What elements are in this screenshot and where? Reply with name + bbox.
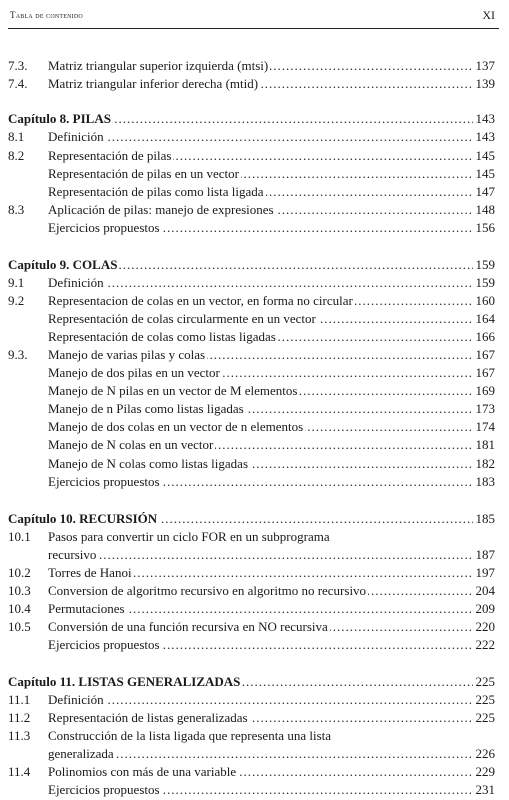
section-title: generalizada	[48, 746, 114, 761]
page-ref: 148	[473, 202, 496, 217]
section-title: Manejo de N pilas en un vector de M elementos	[48, 383, 298, 398]
toc-entry	[8, 418, 495, 436]
toc-entry	[8, 709, 495, 727]
chapter-title: Capítulo 11. LISTAS GENERALIZADAS	[8, 674, 241, 689]
toc-entry	[8, 582, 495, 600]
page-ref: 145	[473, 166, 496, 181]
toc-entry-number: 11.4	[8, 764, 31, 779]
toc-entry	[8, 528, 495, 546]
section-title: recursivo	[48, 547, 97, 562]
toc-entry	[8, 183, 495, 201]
toc-entry-number: 9.3.	[8, 347, 28, 362]
page-ref: 174	[473, 419, 496, 434]
section-title: Definición	[48, 692, 104, 707]
toc-entry	[8, 147, 495, 165]
toc-chapter-entry	[8, 673, 495, 691]
toc-entry	[8, 636, 495, 654]
section-title: Matriz triangular superior izquierda (mtsi)	[48, 58, 269, 73]
page-ref: 143	[473, 111, 496, 126]
section-title: Manejo de dos pilas en un vector	[48, 365, 220, 380]
page-ref: 187	[473, 547, 496, 562]
section-title: Ejercicios propuestos	[48, 637, 160, 652]
page-ref	[492, 728, 495, 743]
toc-entry	[8, 781, 495, 799]
page-ref: 160	[473, 293, 496, 308]
dot-leader	[48, 691, 473, 709]
toc-entry-number: 10.5	[8, 619, 31, 634]
toc-chapter-entry	[8, 256, 495, 274]
page-ref: 226	[473, 746, 496, 761]
toc-entry	[8, 310, 495, 328]
page-ref: 209	[473, 601, 496, 616]
toc-entry-number: 7.4.	[8, 76, 28, 91]
toc-entry-number: 10.3	[8, 583, 31, 598]
page-ref: 225	[473, 674, 496, 689]
toc-entry	[8, 745, 495, 763]
page-ref: 197	[473, 565, 496, 580]
chapter-title: Capítulo 10. RECURSIÓN	[8, 511, 158, 526]
page-ref: 139	[473, 76, 496, 91]
toc-entry	[8, 455, 495, 473]
toc-entry	[8, 600, 495, 618]
toc-entry	[8, 564, 495, 582]
toc-entry	[8, 691, 495, 709]
header-rule	[8, 28, 499, 29]
page-ref: 169	[473, 383, 496, 398]
section-title: Ejercicios propuestos	[48, 782, 160, 797]
page-ref: 137	[473, 58, 496, 73]
section-title: Matriz triangular inferior derecha (mtid)	[48, 76, 259, 91]
page-ref: 166	[473, 329, 496, 344]
page-ref: 222	[473, 637, 496, 652]
page-ref: 147	[473, 184, 496, 199]
toc-chapter-entry	[8, 510, 495, 528]
dot-leader	[48, 128, 473, 146]
toc-entry-number: 8.1	[8, 129, 25, 144]
toc-entry-number: 10.2	[8, 565, 31, 580]
toc-entry	[8, 57, 495, 75]
page-ref: 167	[473, 365, 496, 380]
toc-entry-number: 8.2	[8, 148, 25, 163]
toc-entry-number: 9.1	[8, 275, 25, 290]
section-title: Manejo de n Pilas como listas ligadas	[48, 401, 244, 416]
running-header-title: Tabla de contenido	[10, 10, 83, 20]
page-number: XI	[482, 8, 495, 22]
page-ref: 182	[473, 456, 496, 471]
section-title: Ejercicios propuestos	[48, 220, 160, 235]
chapter-title: Capítulo 9. COLAS	[8, 257, 118, 272]
toc-entry	[8, 75, 495, 93]
section-title: Manejo de dos colas en un vector de n elementos	[48, 419, 304, 434]
section-title: Aplicación de pilas: manejo de expresiones	[48, 202, 274, 217]
page-ref: 183	[473, 474, 496, 489]
page-ref: 185	[473, 511, 496, 526]
toc-entry-number: 11.1	[8, 692, 31, 707]
toc-entry	[8, 400, 495, 418]
section-title: Representación de colas circularmente en un vector	[48, 311, 316, 326]
toc-entry	[8, 292, 495, 310]
toc-entry	[8, 436, 495, 454]
toc-entry	[8, 473, 495, 491]
toc-entry	[8, 618, 495, 636]
section-title: Polinomios con más de una variable	[48, 764, 237, 779]
section-title: Torres de Hanoi	[48, 565, 132, 580]
toc-entry	[8, 763, 495, 781]
chapter-title: Capítulo 8. PILAS	[8, 111, 111, 126]
toc-entry	[8, 328, 495, 346]
page-ref: 143	[473, 129, 496, 144]
section-title: Manejo de varias pilas y colas	[48, 347, 206, 362]
toc-entry	[8, 364, 495, 382]
toc-entry	[8, 128, 495, 146]
section-title: Representación de colas como listas ligadas	[48, 329, 276, 344]
section-title: Conversion de algoritmo recursivo en algoritmo no recursivo	[48, 583, 367, 598]
toc-entry-number: 9.2	[8, 293, 25, 308]
page-ref: 145	[473, 148, 496, 163]
section-title: Pasos para convertir un ciclo FOR en un subprograma	[48, 529, 330, 544]
toc-entry-number: 10.4	[8, 601, 31, 616]
toc-entry	[8, 546, 495, 564]
section-title: Representación de listas generalizadas	[48, 710, 248, 725]
page-ref: 220	[473, 619, 496, 634]
toc-entry	[8, 346, 495, 364]
toc-entry	[8, 219, 495, 237]
dot-leader	[48, 546, 473, 564]
toc-entry	[8, 201, 495, 219]
page-ref: 231	[473, 782, 496, 797]
toc-entry	[8, 727, 495, 745]
page-ref: 159	[473, 257, 496, 272]
page-ref	[492, 529, 495, 544]
section-title: Representación de pilas en un vector	[48, 166, 239, 181]
toc-chapter-entry	[8, 110, 495, 128]
section-title: Manejo de N colas en un vector	[48, 437, 214, 452]
page-ref: 164	[473, 311, 496, 326]
page-ref: 181	[473, 437, 496, 452]
toc-entry	[8, 165, 495, 183]
page-ref: 225	[473, 710, 496, 725]
section-title: Manejo de N colas como listas ligadas	[48, 456, 249, 471]
running-header	[10, 8, 495, 26]
toc-entry-number: 10.1	[8, 529, 31, 544]
section-title: Representación de pilas	[48, 148, 172, 163]
toc-entry	[8, 382, 495, 400]
page-ref: 156	[473, 220, 496, 235]
page-ref: 225	[473, 692, 496, 707]
toc-entry	[8, 274, 495, 292]
section-title: Ejercicios propuestos	[48, 474, 160, 489]
section-title: Representación de pilas como lista ligada	[48, 184, 264, 199]
section-title: Permutaciones	[48, 601, 125, 616]
dot-leader	[48, 274, 473, 292]
toc-entry-number: 11.3	[8, 728, 31, 743]
section-title: Conversión de una función recursiva en NO recursiva	[48, 619, 328, 634]
page-ref: 167	[473, 347, 496, 362]
section-title: Definición	[48, 129, 104, 144]
page-ref: 229	[473, 764, 496, 779]
toc-entry-number: 11.2	[8, 710, 31, 725]
section-title: Representacion de colas en un vector, en forma no circular	[48, 293, 353, 308]
section-title: Definición	[48, 275, 104, 290]
page-ref: 173	[473, 401, 496, 416]
page-ref: 204	[473, 583, 496, 598]
page-ref: 159	[473, 275, 496, 290]
section-title: Construcción de la lista ligada que representa una lista	[48, 728, 332, 743]
toc-entry-number: 7.3.	[8, 58, 28, 73]
toc-entry-number: 8.3	[8, 202, 25, 217]
